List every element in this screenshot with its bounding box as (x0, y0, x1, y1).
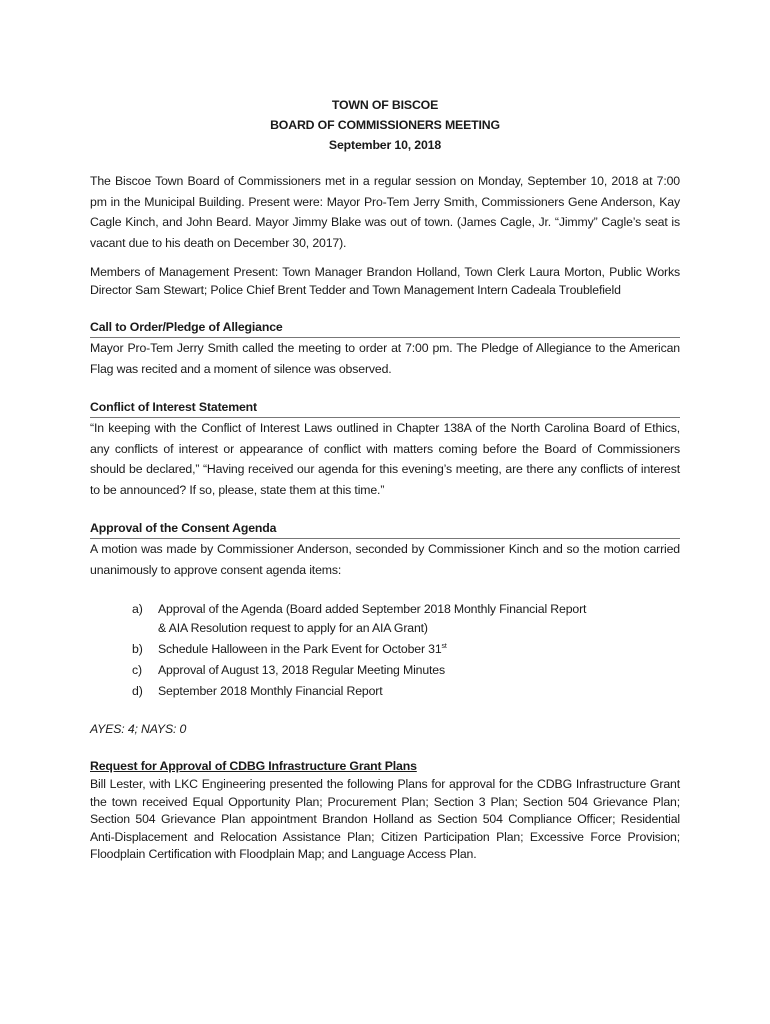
list-item (90, 639, 680, 660)
section-call-to-order (90, 319, 680, 379)
section-consent-agenda (90, 520, 680, 738)
header-date: September 10, 2018 (328, 138, 442, 152)
list-marker: d) (132, 684, 143, 698)
intro-paragraph: The Biscoe Town Board of Commissioners met in a regular session on Monday, September 10, 2018 at 7:00 pm in the Municipal Building. Present were: Mayor Pro-Tem Jerry Smith, Commissioners Gene Anderson, Kay Cagle Kinch, and John Beard. Mayor Jimmy Blake was out of town. (James Cagle, Jr. “Jimmy” Cagle’s seat is vacant due to his death on December 30, 2017). (90, 174, 680, 250)
ordinal-suffix: st (441, 642, 447, 650)
header-board: BOARD OF COMMISSIONERS MEETING (270, 118, 500, 132)
list-item (90, 681, 680, 702)
section-conflict-of-interest (90, 399, 680, 500)
list-marker: c) (132, 663, 142, 677)
section-body: A motion was made by Commissioner Anderson, seconded by Commissioner Kinch and so the motion carried unanimously to approve consent agenda items: (90, 542, 680, 577)
section-body: Bill Lester, with LKC Engineering presented the following Plans for approval for the CDBG Infrastructure Grant the town received Equal Opportunity Plan; Procurement Plan; Section 3 Plan; Section 504 Grievance Plan; Section 504 Grievance Plan appointment Brandon Holland as Section 504 Compliance Officer; Residential Anti-Displacement and Relocation Assistance Plan; Citizen Participation Plan; Excessive Force Provision; Floodplain Certification with Floodplain Map; and Language Access Plan. (90, 777, 680, 861)
list-item-text: Approval of the Agenda (Board added September 2018 Monthly Financial Report (158, 602, 587, 616)
list-item-text: Schedule Halloween in the Park Event for October 31 (158, 642, 442, 656)
section-body: Mayor Pro-Tem Jerry Smith called the meeting to order at 7:00 pm. The Pledge of Allegiance to the American Flag was recited and a moment of silence was observed. (90, 341, 680, 376)
section-title: Approval of the Consent Agenda (90, 520, 680, 539)
section-title: Call to Order/Pledge of Allegiance (90, 319, 680, 338)
list-marker: b) (132, 642, 143, 656)
section-body: “In keeping with the Conflict of Interest Laws outlined in Chapter 138A of the North Carolina Board of Ethics, any conflicts of interest or appearance of conflict with matters coming before the Board of Commissioners should be declared,” “Having received our agenda for this evening’s meeting, are there any conflicts of interest to be announced? If so, please, state them at this time.” (90, 421, 680, 497)
list-item-text: September 2018 Monthly Financial Report (158, 684, 383, 698)
list-item (90, 660, 680, 681)
document-header (90, 94, 680, 156)
section-cdbg-plans (90, 758, 680, 864)
consent-items-list (90, 599, 680, 702)
list-item-text: Approval of August 13, 2018 Regular Meeting Minutes (158, 663, 445, 677)
vote-tally: AYES: 4; NAYS: 0 (90, 722, 187, 736)
management-paragraph: Members of Management Present: Town Manager Brandon Holland, Town Clerk Laura Morton, Public Works Director Sam Stewart; Police Chief Brent Tedder and Town Management Intern Cadeala Troublefield (90, 265, 680, 297)
section-title: Conflict of Interest Statement (90, 399, 680, 418)
list-marker: a) (132, 602, 143, 616)
list-item (90, 599, 680, 620)
list-item-continuation: & AIA Resolution request to apply for an AIA Grant) (158, 621, 428, 635)
section-title: Request for Approval of CDBG Infrastructure Grant Plans (90, 759, 417, 773)
minutes-page (90, 94, 680, 864)
header-town: TOWN OF BISCOE (331, 98, 439, 112)
